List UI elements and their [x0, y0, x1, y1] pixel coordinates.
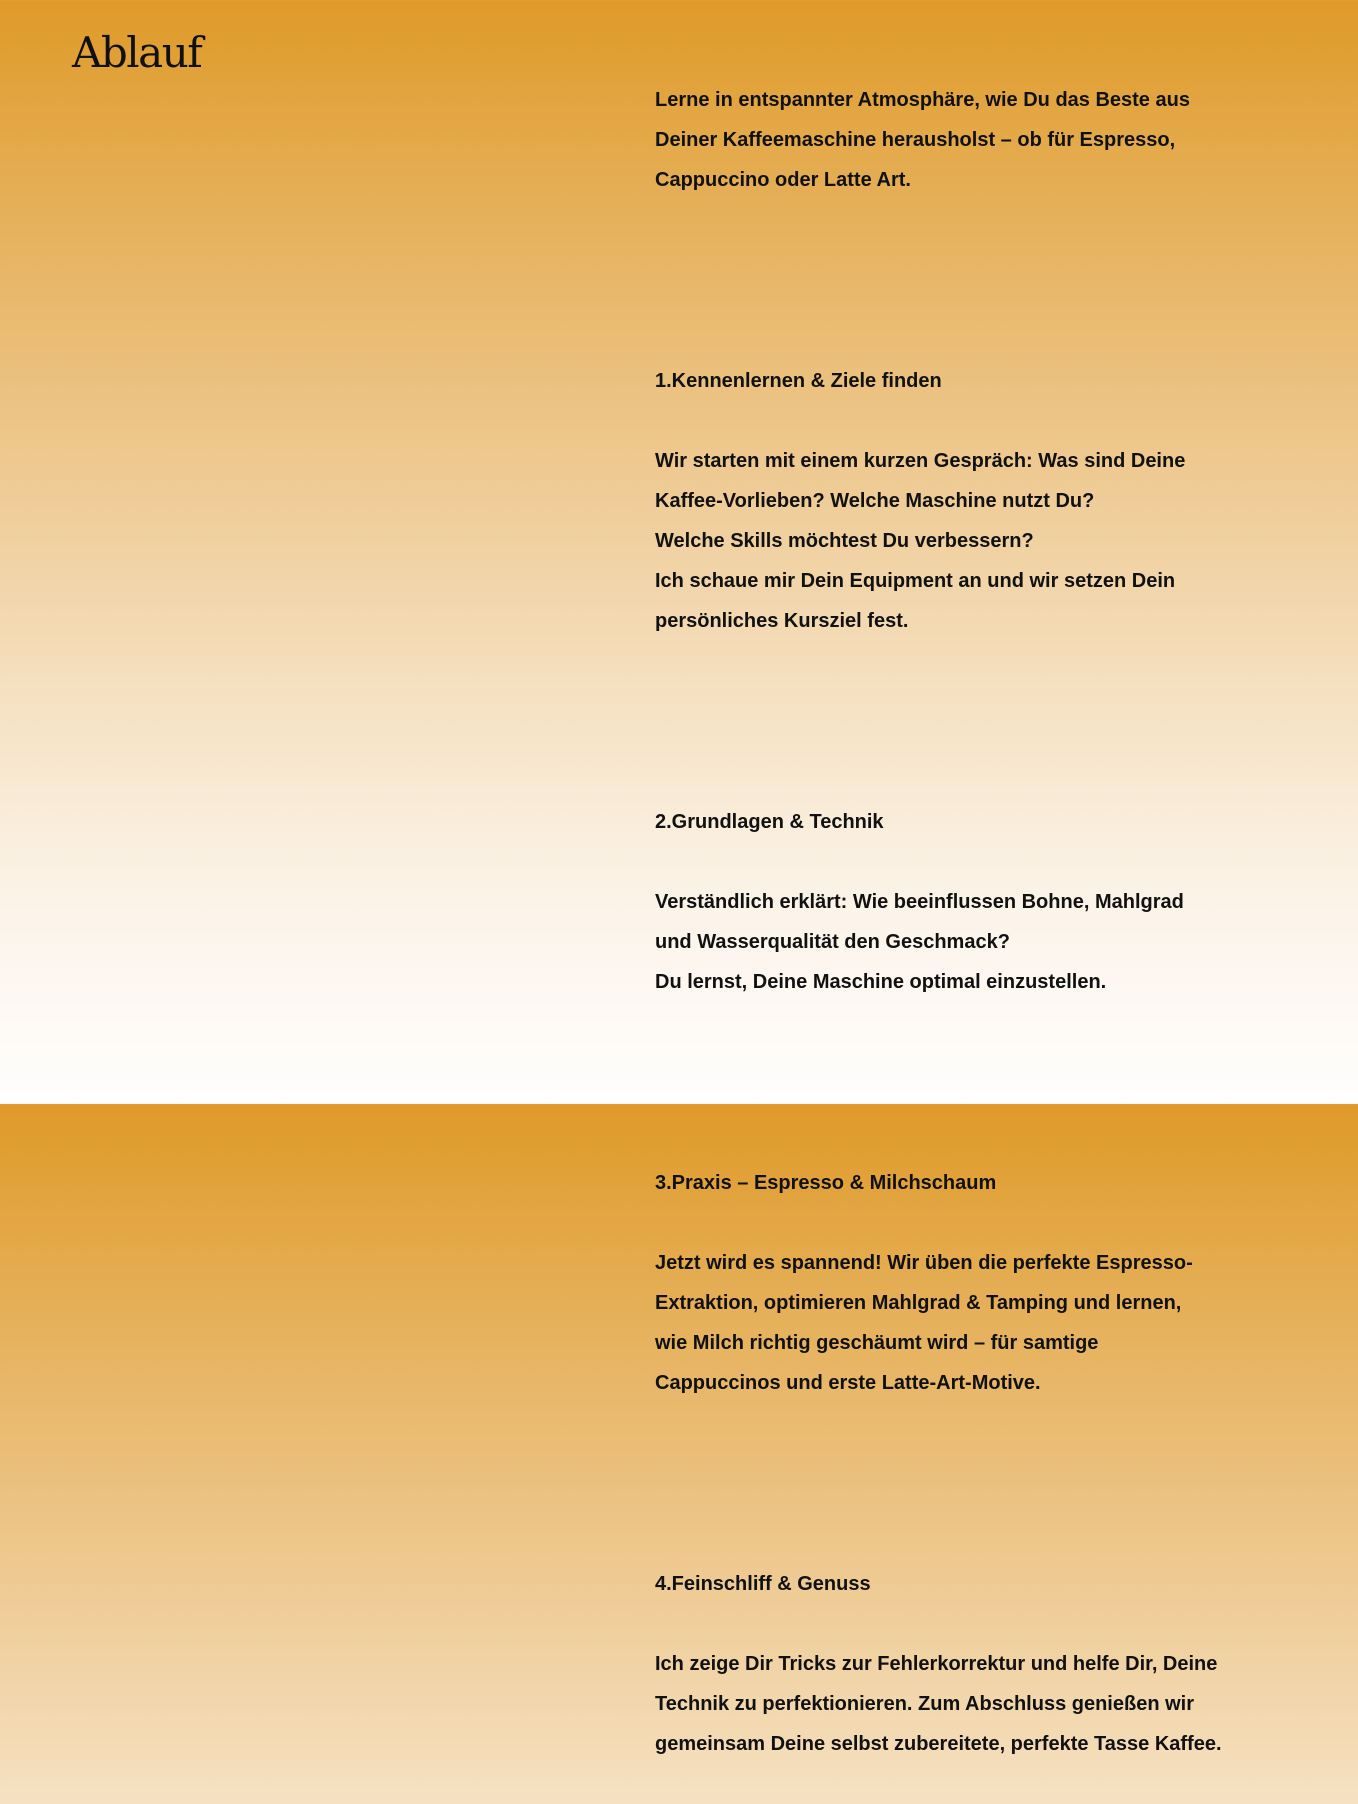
section-3-heading: 3.Praxis – Espresso & Milchschaum [655, 1171, 997, 1194]
spacer [655, 1042, 1295, 1082]
section-4-heading: 4.Feinschliff & Genuss [655, 1572, 871, 1595]
intro-text: Lerne in entspannter Atmosphäre, wie Du das Beste aus Deiner Kaffeemaschine herausholst – ob für Espresso, Cappuccino oder Latte Art. [655, 89, 1190, 192]
spacer [655, 240, 1295, 280]
course-description [655, 40, 1295, 1804]
section-2-body: Verständlich erklärt: Wie beeinflussen Bohne, Mahlgrad und Wasserqualität den Geschmack? Du lernst, Deine Maschine optimal einzustellen. [655, 890, 1184, 994]
section-2-heading: 2.Grundlagen & Technik [655, 810, 884, 833]
spacer [655, 682, 1295, 722]
section-3-body: Jetzt wird es spannend! Wir üben die perfekte Espresso- Extraktion, optimieren Mahlgrad & Tamping und lernen, wie Milch richtig geschäumt wird – für samtige Cappuccinos und erste Latte-Art-Motive. [655, 1251, 1193, 1395]
section-4-body: Ich zeige Dir Tricks zur Fehlerkorrektur und helfe Dir, Deine Technik zu perfektionieren. Zum Abschluss genießen wir gemeinsam Deine selbst zubereitete, perfekte Tasse Kaffee. [655, 1652, 1222, 1755]
section-1-body: Wir starten mit einem kurzen Gespräch: Was sind Deine Kaffee-Vorlieben? Welche Maschine nutzt Du? Welche Skills möchtest Du verbessern? Ich schaue mir Dein Equipment an und wir setzen Dein persönliches Kursziel fest. [655, 449, 1186, 633]
spacer [655, 1443, 1295, 1483]
page-title: Ablauf [72, 28, 202, 77]
section-1-heading: 1.Kennenlernen & Ziele finden [655, 369, 942, 392]
